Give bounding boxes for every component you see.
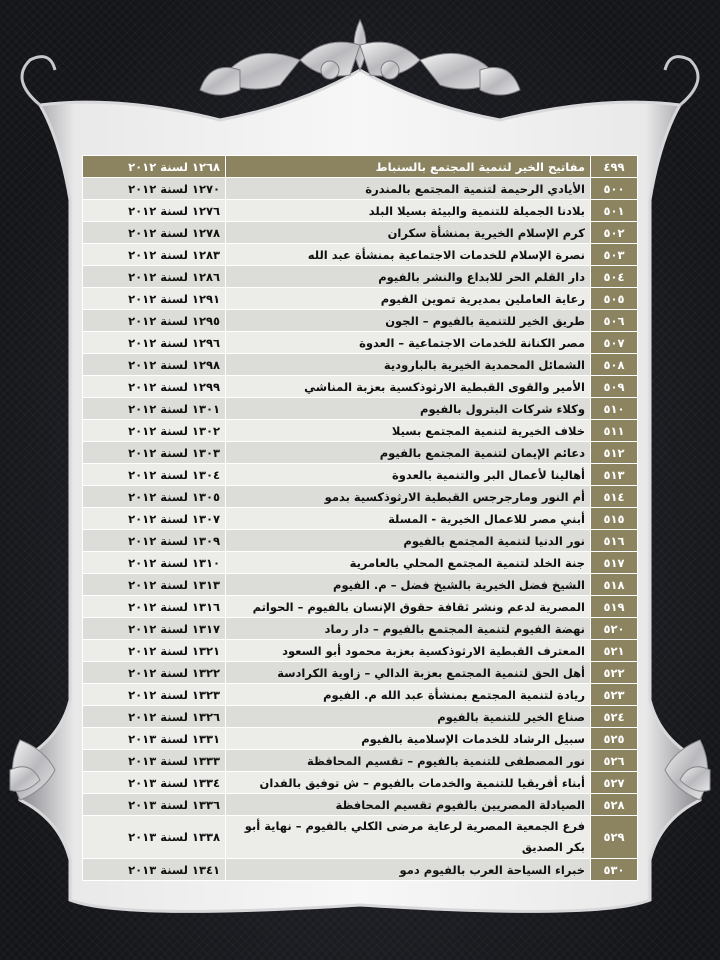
registration-number: ١٣٣١ لسنة ٢٠١٣ bbox=[83, 728, 226, 750]
registration-number: ١٢٩٦ لسنة ٢٠١٢ bbox=[83, 332, 226, 354]
table-row bbox=[83, 200, 638, 222]
table-row bbox=[83, 420, 638, 442]
table-row bbox=[83, 552, 638, 574]
registration-number: ١٢٨٣ لسنة ٢٠١٢ bbox=[83, 244, 226, 266]
association-name: نور الدنيا لتنمية المجتمع بالفيوم bbox=[226, 530, 591, 552]
row-number: ٥٠٨ bbox=[591, 354, 638, 376]
row-number: ٥١٠ bbox=[591, 398, 638, 420]
association-name: المعترف القبطية الارثوذكسية بعزبة محمود أبو السعود bbox=[226, 640, 591, 662]
table-row bbox=[83, 728, 638, 750]
table-row bbox=[83, 508, 638, 530]
table-row bbox=[83, 486, 638, 508]
table-row bbox=[83, 640, 638, 662]
row-number: ٥٢٥ bbox=[591, 728, 638, 750]
association-name: أبناء أفريقيا للتنمية والخدمات بالفيوم – ش توفيق بالفدان bbox=[226, 772, 591, 794]
row-number: ٥١٩ bbox=[591, 596, 638, 618]
registration-number: ١٣٢٦ لسنة ٢٠١٢ bbox=[83, 706, 226, 728]
registration-number: ١٣١٧ لسنة ٢٠١٢ bbox=[83, 618, 226, 640]
table-row bbox=[83, 574, 638, 596]
association-name: أهالينا لأعمال البر والتنمية بالعدوة bbox=[226, 464, 591, 486]
row-number: ٥٠٠ bbox=[591, 178, 638, 200]
association-name: أهل الحق لتنمية المجتمع بعزبة الدالي – زاوية الكرادسة bbox=[226, 662, 591, 684]
association-name: المصرية لدعم ونشر ثقافة حقوق الإنسان بالفيوم – الحواتم bbox=[226, 596, 591, 618]
row-number: ٥٠٧ bbox=[591, 332, 638, 354]
registration-number: ١٣٠٥ لسنة ٢٠١٢ bbox=[83, 486, 226, 508]
association-name: فرع الجمعية المصرية لرعاية مرضى الكلي بالفيوم – نهاية أبو بكر الصديق bbox=[226, 816, 591, 859]
row-number: ٥٢٩ bbox=[591, 816, 638, 859]
row-number: ٤٩٩ bbox=[591, 156, 638, 178]
registration-number: ١٣٢٢ لسنة ٢٠١٢ bbox=[83, 662, 226, 684]
association-name: خبراء السياحة العرب بالفيوم دمو bbox=[226, 859, 591, 881]
table-row bbox=[83, 156, 638, 178]
row-number: ٥١١ bbox=[591, 420, 638, 442]
association-name: رعاية العاملين بمديرية تموين الفيوم bbox=[226, 288, 591, 310]
registration-number: ١٣٣٤ لسنة ٢٠١٣ bbox=[83, 772, 226, 794]
association-name: وكلاء شركات البترول بالفيوم bbox=[226, 398, 591, 420]
table-row bbox=[83, 706, 638, 728]
association-name: جنة الخلد لتنمية المجتمع المحلي بالعامرية bbox=[226, 552, 591, 574]
registration-number: ١٢٩٩ لسنة ٢٠١٢ bbox=[83, 376, 226, 398]
row-number: ٥٢٦ bbox=[591, 750, 638, 772]
table-row bbox=[83, 222, 638, 244]
associations-table-wrapper bbox=[82, 155, 638, 881]
association-name: دار القلم الحر للابداع والنشر بالفيوم bbox=[226, 266, 591, 288]
association-name: مصر الكنانة للخدمات الاجتماعية – العدوة bbox=[226, 332, 591, 354]
table-row bbox=[83, 772, 638, 794]
registration-number: ١٢٩٨ لسنة ٢٠١٢ bbox=[83, 354, 226, 376]
row-number: ٥٢٤ bbox=[591, 706, 638, 728]
row-number: ٥١٣ bbox=[591, 464, 638, 486]
table-row bbox=[83, 442, 638, 464]
row-number: ٥٠٣ bbox=[591, 244, 638, 266]
table-row bbox=[83, 354, 638, 376]
registration-number: ١٢٩١ لسنة ٢٠١٢ bbox=[83, 288, 226, 310]
table-row bbox=[83, 859, 638, 881]
row-number: ٥١٨ bbox=[591, 574, 638, 596]
registration-number: ١٣٠٧ لسنة ٢٠١٢ bbox=[83, 508, 226, 530]
association-name: كرم الإسلام الخيرية بمنشأة سكران bbox=[226, 222, 591, 244]
row-number: ٥٠٦ bbox=[591, 310, 638, 332]
association-name: نصرة الإسلام للخدمات الاجتماعية بمنشأة عبد الله bbox=[226, 244, 591, 266]
row-number: ٥٢٨ bbox=[591, 794, 638, 816]
registration-number: ١٢٦٨ لسنة ٢٠١٢ bbox=[83, 156, 226, 178]
registration-number: ١٢٧٨ لسنة ٢٠١٢ bbox=[83, 222, 226, 244]
registration-number: ١٣٠١ لسنة ٢٠١٢ bbox=[83, 398, 226, 420]
association-name: الشمائل المحمدية الخيرية بالبارودية bbox=[226, 354, 591, 376]
table-row bbox=[83, 794, 638, 816]
row-number: ٥٣٠ bbox=[591, 859, 638, 881]
row-number: ٥٢١ bbox=[591, 640, 638, 662]
association-name: أبني مصر للاعمال الخيرية - المسلة bbox=[226, 508, 591, 530]
registration-number: ١٣٠٤ لسنة ٢٠١٢ bbox=[83, 464, 226, 486]
row-number: ٥١٦ bbox=[591, 530, 638, 552]
registration-number: ١٣١٦ لسنة ٢٠١٢ bbox=[83, 596, 226, 618]
table-row bbox=[83, 816, 638, 859]
row-number: ٥٢٣ bbox=[591, 684, 638, 706]
table-row bbox=[83, 244, 638, 266]
association-name: مفاتيح الخير لتنمية المجتمع بالسنباط bbox=[226, 156, 591, 178]
table-row bbox=[83, 178, 638, 200]
association-name: الصيادلة المصريين بالفيوم تقسيم المحافظة bbox=[226, 794, 591, 816]
row-number: ٥١٢ bbox=[591, 442, 638, 464]
table-row bbox=[83, 288, 638, 310]
table-row bbox=[83, 684, 638, 706]
registration-number: ١٢٨٦ لسنة ٢٠١٢ bbox=[83, 266, 226, 288]
table-row bbox=[83, 618, 638, 640]
registration-number: ١٢٧٠ لسنة ٢٠١٢ bbox=[83, 178, 226, 200]
association-name: الأيادي الرحيمة لتنمية المجتمع بالمندرة bbox=[226, 178, 591, 200]
registration-number: ١٣٠٣ لسنة ٢٠١٢ bbox=[83, 442, 226, 464]
association-name: دعائم الإيمان لتنمية المجتمع بالفيوم bbox=[226, 442, 591, 464]
table-row bbox=[83, 266, 638, 288]
association-name: بلادنا الجميلة للتنمية والبيئة بسيلا البلد bbox=[226, 200, 591, 222]
table-row bbox=[83, 596, 638, 618]
association-name: نهضة الفيوم لتنمية المجتمع بالفيوم – دار رماد bbox=[226, 618, 591, 640]
registration-number: ١٣٤١ لسنة ٢٠١٣ bbox=[83, 859, 226, 881]
table-row bbox=[83, 376, 638, 398]
association-name: صناع الخير للتنمية بالفيوم bbox=[226, 706, 591, 728]
table-row bbox=[83, 464, 638, 486]
association-name: الأمير والقوى القبطية الارثوذكسية بعزبة المناشي bbox=[226, 376, 591, 398]
registration-number: ١٣٢٣ لسنة ٢٠١٢ bbox=[83, 684, 226, 706]
registration-number: ١٣٢١ لسنة ٢٠١٢ bbox=[83, 640, 226, 662]
row-number: ٥٠٥ bbox=[591, 288, 638, 310]
table-row bbox=[83, 750, 638, 772]
row-number: ٥٠٤ bbox=[591, 266, 638, 288]
association-name: طريق الخير للتنمية بالفيوم – الجون bbox=[226, 310, 591, 332]
registration-number: ١٢٧٦ لسنة ٢٠١٢ bbox=[83, 200, 226, 222]
association-name: خلاف الخيرية لتنمية المجتمع بسيلا bbox=[226, 420, 591, 442]
row-number: ٥١٤ bbox=[591, 486, 638, 508]
registration-number: ١٣٠٢ لسنة ٢٠١٢ bbox=[83, 420, 226, 442]
association-name: الشيخ فضل الخيرية بالشيخ فضل – م. الفيوم bbox=[226, 574, 591, 596]
row-number: ٥١٥ bbox=[591, 508, 638, 530]
row-number: ٥٢٠ bbox=[591, 618, 638, 640]
table-row bbox=[83, 332, 638, 354]
registration-number: ١٢٩٥ لسنة ٢٠١٢ bbox=[83, 310, 226, 332]
row-number: ٥٠١ bbox=[591, 200, 638, 222]
table-row bbox=[83, 662, 638, 684]
table-row bbox=[83, 530, 638, 552]
row-number: ٥١٧ bbox=[591, 552, 638, 574]
associations-table bbox=[82, 155, 638, 881]
registration-number: ١٣١٠ لسنة ٢٠١٢ bbox=[83, 552, 226, 574]
registration-number: ١٣٣٦ لسنة ٢٠١٣ bbox=[83, 794, 226, 816]
row-number: ٥٢٢ bbox=[591, 662, 638, 684]
row-number: ٥٠٢ bbox=[591, 222, 638, 244]
registration-number: ١٣٣٣ لسنة ٢٠١٣ bbox=[83, 750, 226, 772]
registration-number: ١٣٣٨ لسنة ٢٠١٣ bbox=[83, 816, 226, 859]
registration-number: ١٣٠٩ لسنة ٢٠١٢ bbox=[83, 530, 226, 552]
row-number: ٥٢٧ bbox=[591, 772, 638, 794]
registration-number: ١٣١٣ لسنة ٢٠١٢ bbox=[83, 574, 226, 596]
association-name: ريادة لتنمية المجتمع بمنشأة عبد الله م. الفيوم bbox=[226, 684, 591, 706]
table-row bbox=[83, 310, 638, 332]
table-row bbox=[83, 398, 638, 420]
association-name: سبيل الرشاد للخدمات الإسلامية بالفيوم bbox=[226, 728, 591, 750]
row-number: ٥٠٩ bbox=[591, 376, 638, 398]
association-name: نور المصطفى للتنمية بالفيوم – تقسيم المحافظة bbox=[226, 750, 591, 772]
association-name: أم النور ومارجرجس القبطية الارثوذكسية بدمو bbox=[226, 486, 591, 508]
